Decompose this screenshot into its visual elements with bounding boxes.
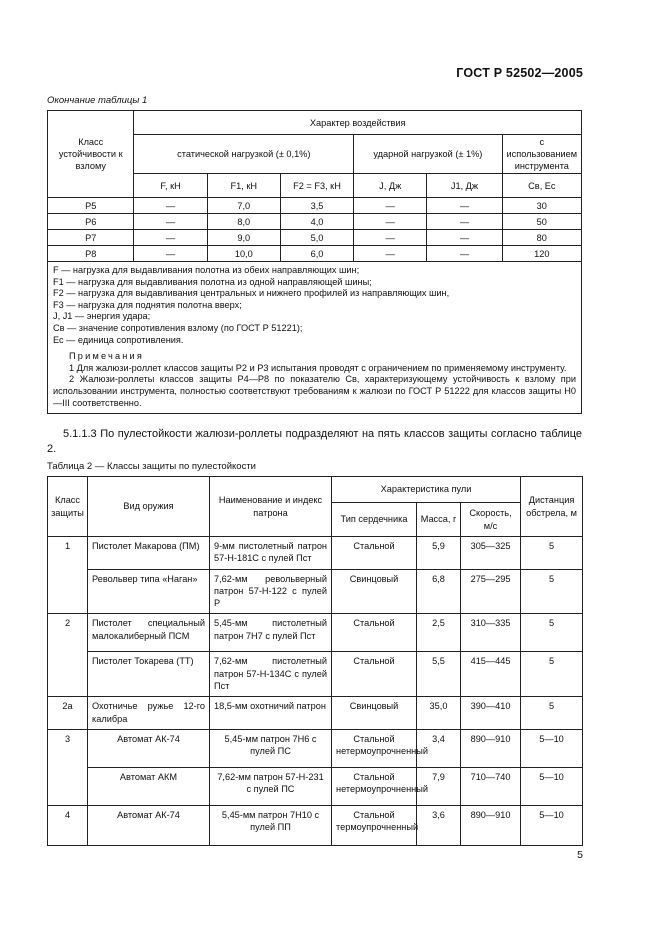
t2-class: 4: [48, 805, 88, 845]
t2-weapon: Пистолет Макарова (ПМ): [88, 537, 210, 570]
t1-cell: 4,0: [280, 214, 353, 230]
t1-cell: 120: [502, 246, 581, 262]
t1-cell: 10,0: [207, 246, 280, 262]
t2-distance: 5—10: [521, 805, 583, 845]
t2-distance: 5: [521, 697, 583, 730]
t1-cell: —: [354, 246, 427, 262]
t1-header-tool: с использованием инструмента: [502, 135, 581, 174]
t1-sub-F2F3: F2 = F3, кН: [280, 174, 353, 198]
t2-cartridge: 5,45-мм пистолетный патрон 7Н7 с пулей Пст: [210, 614, 332, 652]
legend-line: F — нагрузка для выдавливания полотна из обеих направляющих шин;: [53, 265, 360, 275]
t1-cell: 8,0: [207, 214, 280, 230]
t2-distance: 5—10: [521, 729, 583, 767]
t2-mass: 6,8: [417, 569, 461, 614]
t2-class: 2: [48, 614, 88, 697]
t2-weapon: Охотничье ружье 12-го калибра: [88, 697, 210, 730]
standard-header: ГОСТ Р 52502—2005: [456, 66, 583, 80]
t2-weapon: Револьвер типа «Наган»: [88, 569, 210, 614]
t1-cell: —: [427, 246, 502, 262]
t2-distance: 5: [521, 569, 583, 614]
table2: [47, 476, 583, 846]
legend-line: F1 — нагрузка для выдавливания полотна из одной направляющей шины;: [53, 276, 372, 287]
t2-core: Стальной: [332, 537, 417, 570]
t2-class: 3: [48, 729, 88, 805]
t2-cartridge: 5,45-мм патрон 7Н6 с пулей ПС: [210, 729, 332, 767]
legend-line: Ес — единица сопротивления.: [53, 334, 184, 345]
t1-cell: Р8: [48, 246, 134, 262]
t1-row: [48, 230, 582, 246]
t1-cell: —: [427, 230, 502, 246]
t2-weapon: Автомат АК-74: [88, 729, 210, 767]
t2-class: 1: [48, 537, 88, 614]
t2-row: [48, 614, 583, 652]
t1-sub-F: F, кН: [134, 174, 207, 198]
t2-cartridge: 7,62-мм револьверный патрон 57-Н-122 с пулей Р: [210, 569, 332, 614]
t1-header-shock: ударной нагрузкой (± 1%): [354, 135, 502, 174]
t1-row: [48, 214, 582, 230]
t2-core: Свинцовый: [332, 569, 417, 614]
t2-row: [48, 697, 583, 730]
t2-speed: 305—325: [461, 537, 521, 570]
t1-header-static: статической нагрузкой (± 0,1%): [134, 135, 354, 174]
t2-cartridge: 7,62-мм пистолетный патрон 57-Н-134С с пулей Пст: [210, 652, 332, 697]
t2-cartridge: 18,5-мм охотничий патрон: [210, 697, 332, 730]
t1-cell: —: [134, 198, 207, 214]
t2-core: Стальной: [332, 652, 417, 697]
t2-core: Свинцовый: [332, 697, 417, 730]
t1-cell: —: [427, 214, 502, 230]
legend-line: Св — значение сопротивления взлому (по ГОСТ Р 51221);: [53, 322, 303, 333]
legend-line: J, J1 — энергия удара;: [53, 311, 151, 322]
t1-cell: 50: [502, 214, 581, 230]
t1-sub-J1: J1, Дж: [427, 174, 502, 198]
t2-weapon: Автомат АКМ: [88, 767, 210, 805]
notes-title: Примечания: [69, 351, 145, 362]
table2-caption: Таблица 2 — Классы защиты по пулестойкости: [47, 461, 256, 472]
t2-row: [48, 767, 583, 805]
t1-header-impact: Характер воздействия: [134, 111, 582, 135]
t1-cell: Р7: [48, 230, 134, 246]
t1-cell: 9,0: [207, 230, 280, 246]
t1-cell: 30: [502, 198, 581, 214]
t1-cell: —: [354, 230, 427, 246]
t1-cell: 80: [502, 230, 581, 246]
t2-mass: 5,5: [417, 652, 461, 697]
t2-cartridge: 5,45-мм патрон 7Н10 с пулей ПП: [210, 805, 332, 845]
t2-distance: 5: [521, 537, 583, 570]
t2-core: Стальной нетермоупрочненный: [332, 729, 417, 767]
t1-cell: 5,0: [280, 230, 353, 246]
t2-header-distance: Дистанция обстрела, м: [521, 477, 583, 537]
page-number: 5: [577, 849, 583, 861]
t2-mass: 35,0: [417, 697, 461, 730]
t2-mass: 3,6: [417, 805, 461, 845]
t2-header-cartridge: Наименование и индекс патрона: [210, 477, 332, 537]
t2-weapon: Пистолет специальный малокалиберный ПСМ: [88, 614, 210, 652]
t1-row: [48, 246, 582, 262]
note-2: 2 Жалюзи-роллеты классов защиты Р4—Р8 по показателю Св, характеризующему устойчивость к взлому при использовании инструмента, полностью соответствуют требованиям к жалюзи по ГОСТ Р 51222 для классов защиты Н0—III соответственно.: [53, 374, 576, 408]
t2-cartridge: 7,62-мм патрон 57-Н-231 с пулей ПС: [210, 767, 332, 805]
t1-cell: —: [134, 214, 207, 230]
t2-distance: 5: [521, 652, 583, 697]
t2-row: [48, 729, 583, 767]
t2-row: [48, 652, 583, 697]
t1-cell: —: [134, 230, 207, 246]
table1: [47, 110, 582, 414]
t2-mass: 5,9: [417, 537, 461, 570]
t2-mass: 3,4: [417, 729, 461, 767]
legend-line: F2 — нагрузка для выдавливания центральных и нижнего профилей из направляющих шин,: [53, 288, 450, 299]
t1-header-class: Класс устойчивости к взлому: [48, 111, 134, 198]
t2-speed: 710—740: [461, 767, 521, 805]
t1-row: [48, 198, 582, 214]
t1-sub-J: J, Дж: [354, 174, 427, 198]
t2-speed: 415—445: [461, 652, 521, 697]
t2-core: Стальной: [332, 614, 417, 652]
t2-speed: 310—335: [461, 614, 521, 652]
t2-weapon: Пистолет Токарева (ТТ): [88, 652, 210, 697]
t1-cell: —: [134, 246, 207, 262]
t2-header-core: Тип сердечника: [332, 503, 417, 537]
t1-cell: Р5: [48, 198, 134, 214]
t2-header-weapon: Вид оружия: [88, 477, 210, 537]
t2-header-speed: Скорость, м/с: [461, 503, 521, 537]
section-paragraph: 5.1.1.3 По пулестойкости жалюзи-роллеты подразделяют на пять классов защиты согласно таблице 2.: [47, 428, 582, 455]
t2-speed: 275—295: [461, 569, 521, 614]
t1-notes: [48, 262, 582, 414]
t2-header-class: Класс защиты: [48, 477, 88, 537]
t2-header-bullet: Характеристика пули: [332, 477, 521, 503]
t2-row: [48, 537, 583, 570]
t2-core: Стальной нетермоупрочненный: [332, 767, 417, 805]
table1-continuation-label: Окончание таблицы 1: [47, 95, 148, 106]
t2-row: [48, 805, 583, 845]
t1-sub-C: Св, Ес: [502, 174, 581, 198]
t2-header-mass: Масса, г: [417, 503, 461, 537]
t2-cartridge: 9-мм пистолетный патрон 57-Н-181С с пулей Пст: [210, 537, 332, 570]
t2-class: 2а: [48, 697, 88, 730]
t1-cell: —: [354, 214, 427, 230]
t2-mass: 7,9: [417, 767, 461, 805]
t1-sub-F1: F1, кН: [207, 174, 280, 198]
t1-cell: —: [427, 198, 502, 214]
t2-mass: 2,5: [417, 614, 461, 652]
note-1: 1 Для жалюзи-роллет классов защиты Р2 и Р3 испытания проводят с ограничением по применяемому инструменту.: [69, 362, 567, 373]
t2-core: Стальной термоупрочненный: [332, 805, 417, 845]
t2-weapon: Автомат АК-74: [88, 805, 210, 845]
legend-line: F3 — нагрузка для поднятия полотна вверх;: [53, 299, 242, 310]
t2-speed: 890—910: [461, 805, 521, 845]
t2-speed: 390—410: [461, 697, 521, 730]
t1-cell: 3,5: [280, 198, 353, 214]
t1-cell: Р6: [48, 214, 134, 230]
t2-distance: 5: [521, 614, 583, 652]
t2-distance: 5—10: [521, 767, 583, 805]
t1-cell: —: [354, 198, 427, 214]
t2-row: [48, 569, 583, 614]
t2-speed: 890—910: [461, 729, 521, 767]
t1-cell: 7,0: [207, 198, 280, 214]
t1-cell: 6,0: [280, 246, 353, 262]
